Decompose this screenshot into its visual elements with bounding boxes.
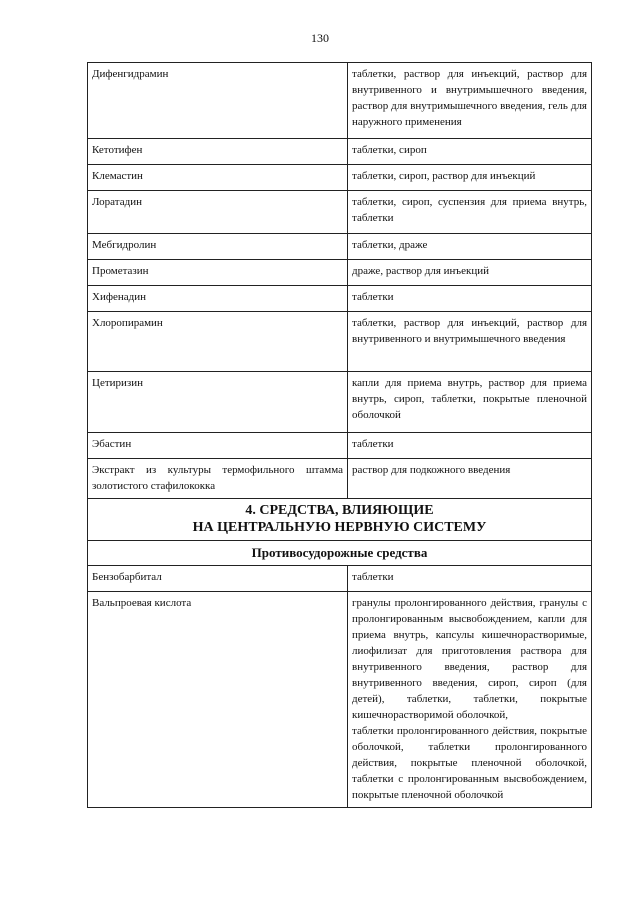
table-row <box>88 592 592 808</box>
drug-form: таблетки, драже <box>348 234 592 260</box>
table-row <box>88 433 592 459</box>
subsection-heading: Противосудорожные средства <box>88 541 592 566</box>
drug-name: Бензобарбитал <box>88 566 348 592</box>
table-row <box>88 260 592 286</box>
drug-name: Лоратадин <box>88 191 348 234</box>
table-row <box>88 63 592 139</box>
section-heading-line-2: НА ЦЕНТРАЛЬНУЮ НЕРВНУЮ СИСТЕМУ <box>192 520 487 535</box>
drug-name: Клемастин <box>88 165 348 191</box>
drug-form: раствор для подкожного введения <box>348 459 592 499</box>
drug-form: таблетки, раствор для инъекций, раствор для внутривенного и внутримышечного введения <box>348 312 592 372</box>
drug-form: таблетки <box>348 286 592 312</box>
drug-form: таблетки, сироп, суспензия для приема внутрь, таблетки <box>348 191 592 234</box>
subsection-row <box>88 541 592 566</box>
drug-form <box>348 592 592 808</box>
section-heading <box>88 499 592 541</box>
drug-name: Эбастин <box>88 433 348 459</box>
section-row <box>88 499 592 541</box>
table-row <box>88 139 592 165</box>
drug-form: таблетки, сироп <box>348 139 592 165</box>
drug-name: Кетотифен <box>88 139 348 165</box>
table-row <box>88 312 592 372</box>
table-row <box>88 191 592 234</box>
drug-name: Мебгидролин <box>88 234 348 260</box>
drug-form: таблетки <box>348 566 592 592</box>
table-row <box>88 234 592 260</box>
table-row <box>88 372 592 433</box>
drug-name: Прометазин <box>88 260 348 286</box>
drug-form: драже, раствор для инъекций <box>348 260 592 286</box>
drug-form: таблетки, сироп, раствор для инъекций <box>348 165 592 191</box>
table-row <box>88 165 592 191</box>
drug-name: Хлоропирамин <box>88 312 348 372</box>
page-number: 130 <box>311 31 329 45</box>
drug-name: Хифенадин <box>88 286 348 312</box>
drug-form-part-2: таблетки пролонгированного действия, покрытые оболочкой, таблетки пролонгированного действия, покрытые пленочной оболочкой, таблетки с пролонгированным высвобождением, покрытые пленочной оболочкой <box>352 725 587 801</box>
table-row <box>88 286 592 312</box>
section-heading-line-1: 4. СРЕДСТВА, ВЛИЯЮЩИЕ <box>245 503 434 518</box>
table-row <box>88 459 592 499</box>
drug-name: Вальпроевая кислота <box>88 592 348 808</box>
drug-form: капли для приема внутрь, раствор для приема внутрь, сироп, таблетки, покрытые пленочной оболочкой <box>348 372 592 433</box>
drug-table <box>87 62 592 808</box>
drug-form-part-1: гранулы пролонгированного действия, гранулы с пролонгированным высвобождением, капли для приема внутрь, капсулы кишечнорастворимые, лиофилизат для приготовления раствора для внутривенного введения, раствор для внутривенного введения, сироп, сироп (для детей), таблетки, таблетки, покрытые кишечнорастворимой оболочкой, <box>352 597 587 721</box>
drug-name: Цетиризин <box>88 372 348 433</box>
drug-form: таблетки, раствор для инъекций, раствор для внутривенного и внутримышечного введения, раствор для внутримышечного введения, гель для наружного применения <box>348 63 592 139</box>
drug-name: Экстракт из культуры термофильного штамма золотистого стафилококка <box>88 459 348 499</box>
drug-name: Дифенгидрамин <box>88 63 348 139</box>
drug-form: таблетки <box>348 433 592 459</box>
table-row <box>88 566 592 592</box>
